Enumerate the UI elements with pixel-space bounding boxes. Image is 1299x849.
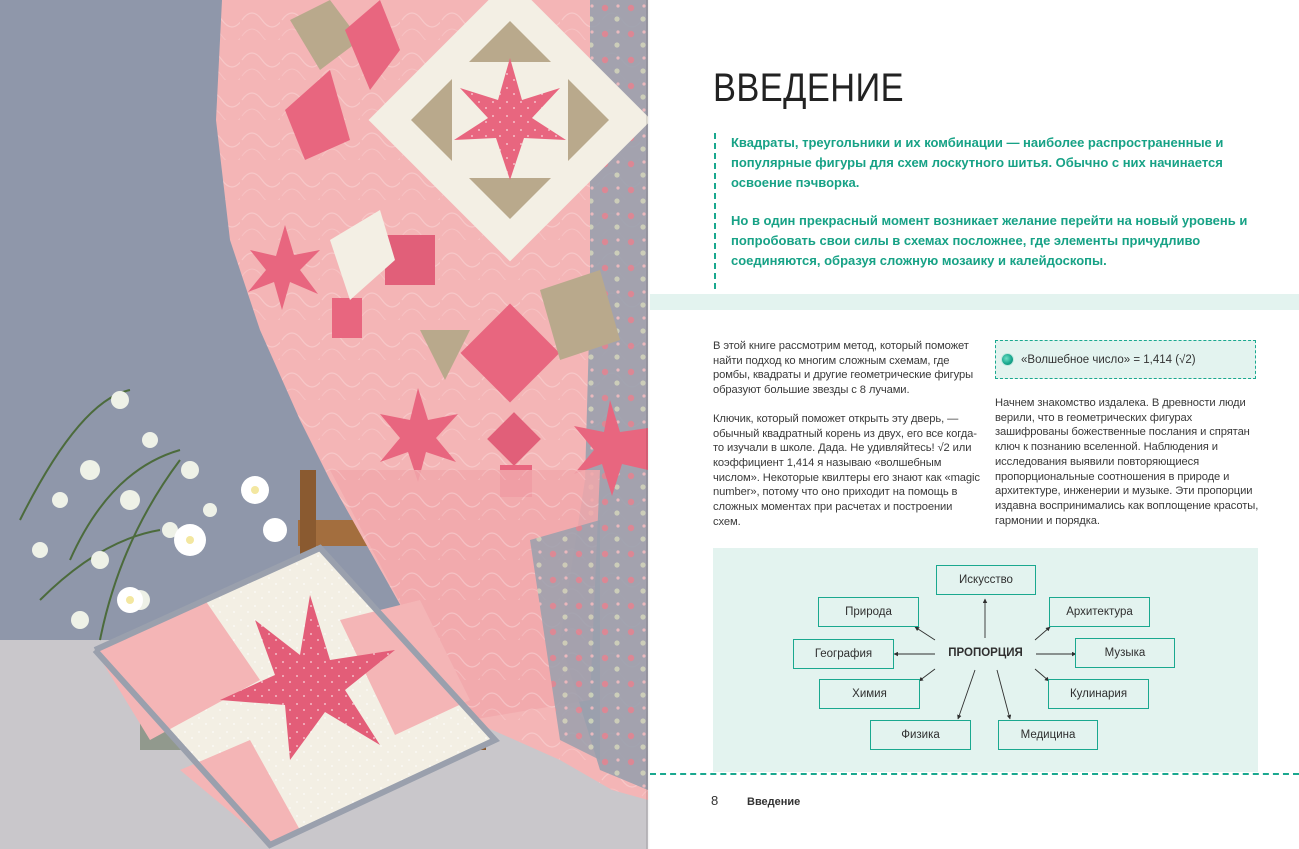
arrow-chemistry bbox=[919, 669, 935, 681]
diagram-node-architecture: Архитектура bbox=[1049, 597, 1150, 627]
lead-paragraph: Но в один прекрасный момент возникает желание перейти на новый уровень и попробовать свои силы в схемах посложнее, где элементы причудливо соединяются, образуя сложную мозаику и калейдоскопы. bbox=[731, 213, 1248, 268]
proportion-diagram bbox=[713, 548, 1258, 772]
body-column-left bbox=[713, 339, 981, 543]
diagram-node-geography: География bbox=[793, 639, 894, 669]
arrow-physics bbox=[958, 670, 975, 719]
arrow-medicine bbox=[997, 670, 1010, 719]
diagram-node-music: Музыка bbox=[1075, 638, 1175, 668]
diagram-node-culinary: Кулинария bbox=[1048, 679, 1149, 709]
diagram-node-physics: Физика bbox=[870, 720, 971, 750]
diagram-node-nature: Природа bbox=[818, 597, 919, 627]
page-number: 8 bbox=[711, 793, 719, 808]
running-title: Введение bbox=[747, 796, 801, 808]
callout-text: «Волшебное число» = 1,414 (√2) bbox=[1021, 353, 1196, 366]
body-paragraph: Ключик, который поможет открыть эту дверь, — обычный квадратный корень из двух, его все когда-то изучали в школе. Дада. Не удивляйтесь! √2 или коэффициент 1,414 я называю «волшебным числом». Некоторые квилтеры его знают как «magic number», потому что оно приходит на помощь в сложных моментах при расчетах и построении схем. bbox=[713, 412, 980, 528]
lead-block bbox=[714, 133, 1271, 289]
body-paragraph: В этой книге рассмотрим метод, который поможет найти подход ко многим сложным схемам, где ромбы, квадраты и другие геометрические фигуры образуют большие звезды с 8 лучами. bbox=[713, 340, 974, 397]
diagram-node-art: Искусство bbox=[936, 565, 1036, 595]
diagram-node-chemistry: Химия bbox=[819, 679, 920, 709]
quilt-photo bbox=[0, 0, 648, 849]
bullet-icon bbox=[1002, 354, 1013, 365]
section-band bbox=[650, 294, 1299, 310]
page-title: ВВЕДЕНИЕ bbox=[713, 66, 905, 110]
footer-divider bbox=[650, 773, 1299, 775]
diagram-node-proportion: ПРОПОРЦИЯ bbox=[948, 647, 1023, 659]
arrow-nature bbox=[915, 627, 935, 640]
magic-number-callout bbox=[995, 340, 1256, 379]
arrow-architecture bbox=[1035, 627, 1050, 640]
page-gutter bbox=[646, 0, 650, 849]
arrow-culinary bbox=[1035, 669, 1049, 681]
body-column-right bbox=[995, 396, 1260, 542]
diagram-node-medicine: Медицина bbox=[998, 720, 1098, 750]
body-paragraph: Начнем знакомство издалека. В древности люди верили, что в геометрических фигурах зашифрованы божественные послания и спрятан ключ к познанию вселенной. Наблюдения и исследования выявили повторяющиеся пропорциональные соотношения в природе и архитектуре, инженерии и музыке. Эти пропорции издавна воспринимались как воплощение красоты, гармонии и порядка. bbox=[995, 397, 1259, 527]
lead-paragraph: Квадраты, треугольники и их комбинации — наиболее распространенные и популярные фигуры для схем лоскутного шитья. Обычно с них начинается освоение пэчворка. bbox=[731, 135, 1224, 190]
